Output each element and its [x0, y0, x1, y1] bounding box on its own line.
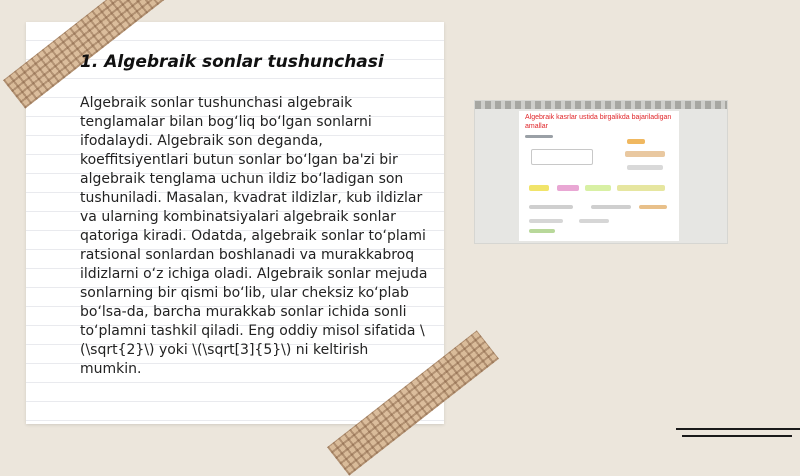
slide-body-text: Algebraik sonlar tushunchasi algebraik tenglamalar bilan bog‘liq bo‘lgan sonlarni ifodalaydi. Algebraik son deganda, koeffitsiyentlari butun sonlar bo‘lgan ba'zi bir algebraik tenglama uchun ildiz bo‘ladigan son tushuniladi. Masalan, kvadrat ildizlar, kub ildizlar va ularning kombinatsiyalari algebraik sonlar qatoriga kiradi. Odatda, algebraik sonlar to‘plami ratsional sonlardan boshlanadi va murakkabroq ildizlarni o‘z ichiga oladi. Algebraik sonlar mejuda sonlarning bir qismi bo‘lib, ular cheksiz ko‘plab bo‘lsa-da, barcha murakkab sonlar ichida sonli to‘plamni tashkil qiladi. Eng oddiy misol sifatida \(\sqrt{2}\) yoki \(\sqrt[3]{5}\) ni keltirish mumkin.: [80, 95, 428, 377]
whiteboard-caption: Algebraik kasrlar ustida birgalikda bajariladigan amallar: [525, 114, 672, 130]
image-top-strip: [475, 101, 727, 109]
decorative-lines: [676, 426, 800, 442]
whiteboard-image: [474, 100, 728, 244]
slide-title: 1. Algebraik sonlar tushunchasi: [80, 52, 384, 72]
whiteboard-surface: [519, 111, 679, 241]
